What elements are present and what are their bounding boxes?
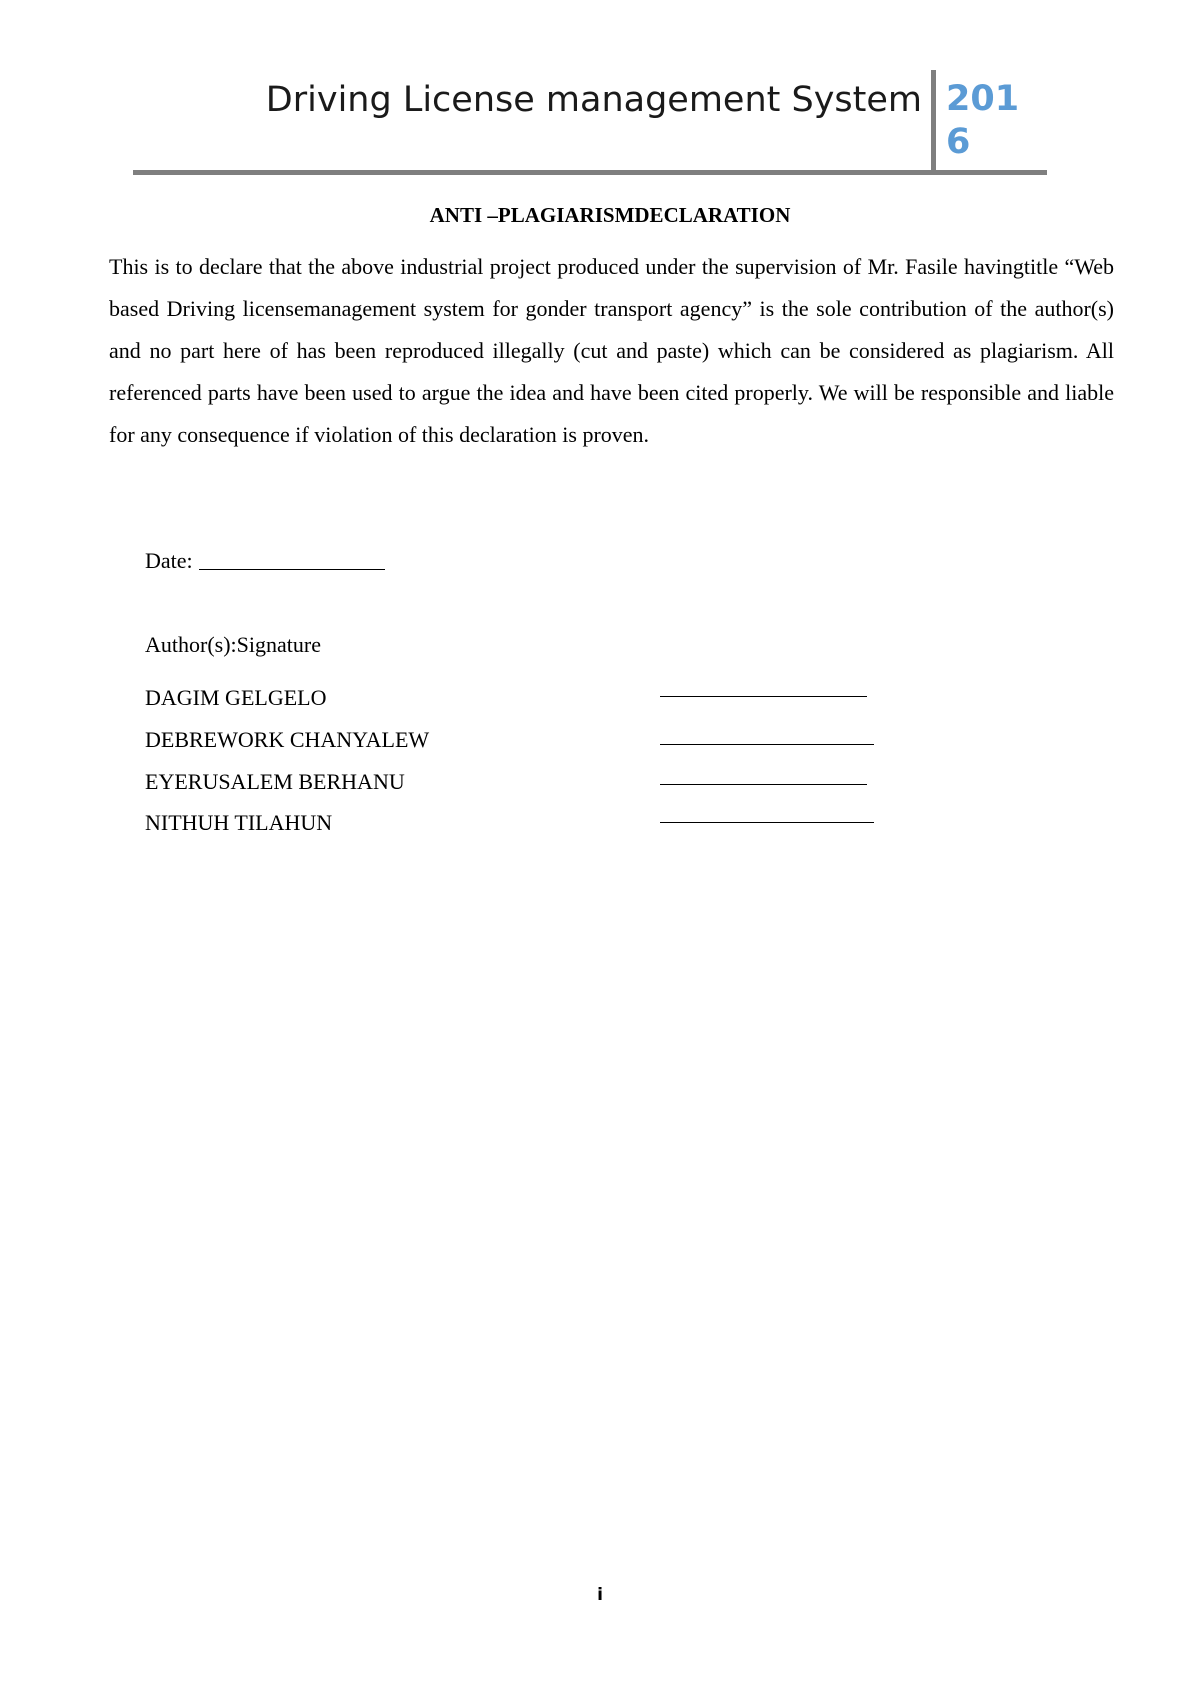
header-divider (931, 70, 936, 174)
authors-heading: Author(s):Signature (145, 632, 321, 657)
date-label: Date: (145, 548, 193, 573)
author-name: DEBREWORK CHANYALEW (145, 727, 430, 752)
author-name: EYERUSALEM BERHANU (145, 769, 405, 794)
signature-line (660, 784, 867, 785)
signature-line (660, 822, 874, 823)
author-name: DAGIM GELGELO (145, 685, 327, 710)
header-year: 2016 (946, 79, 1020, 162)
header-rule (133, 170, 1047, 175)
declaration-body: This is to declare that the above industrial project produced under the supervision of Mr. Fasile havingtitle “Web based Driving licensemanagement system for gonder transport agency” is the sole contribution of the author(s) and no part here of has been reproduced illegally (cut and paste) which can be considered as plagiarism. All referenced parts have been used to argue the idea and have been cited properly. We will be responsible and liable for any consequence if violation of this declaration is proven. (109, 254, 1114, 447)
declaration-heading: ANTI –PLAGIARISMDECLARATION (429, 203, 791, 227)
author-name: NITHUH TILAHUN (145, 810, 333, 835)
signature-line (660, 696, 867, 697)
header-title: Driving License management System (265, 80, 922, 120)
signature-line (660, 744, 874, 745)
date-blank-line (199, 569, 385, 570)
date-row (145, 546, 385, 576)
page-number: i (597, 1585, 603, 1605)
